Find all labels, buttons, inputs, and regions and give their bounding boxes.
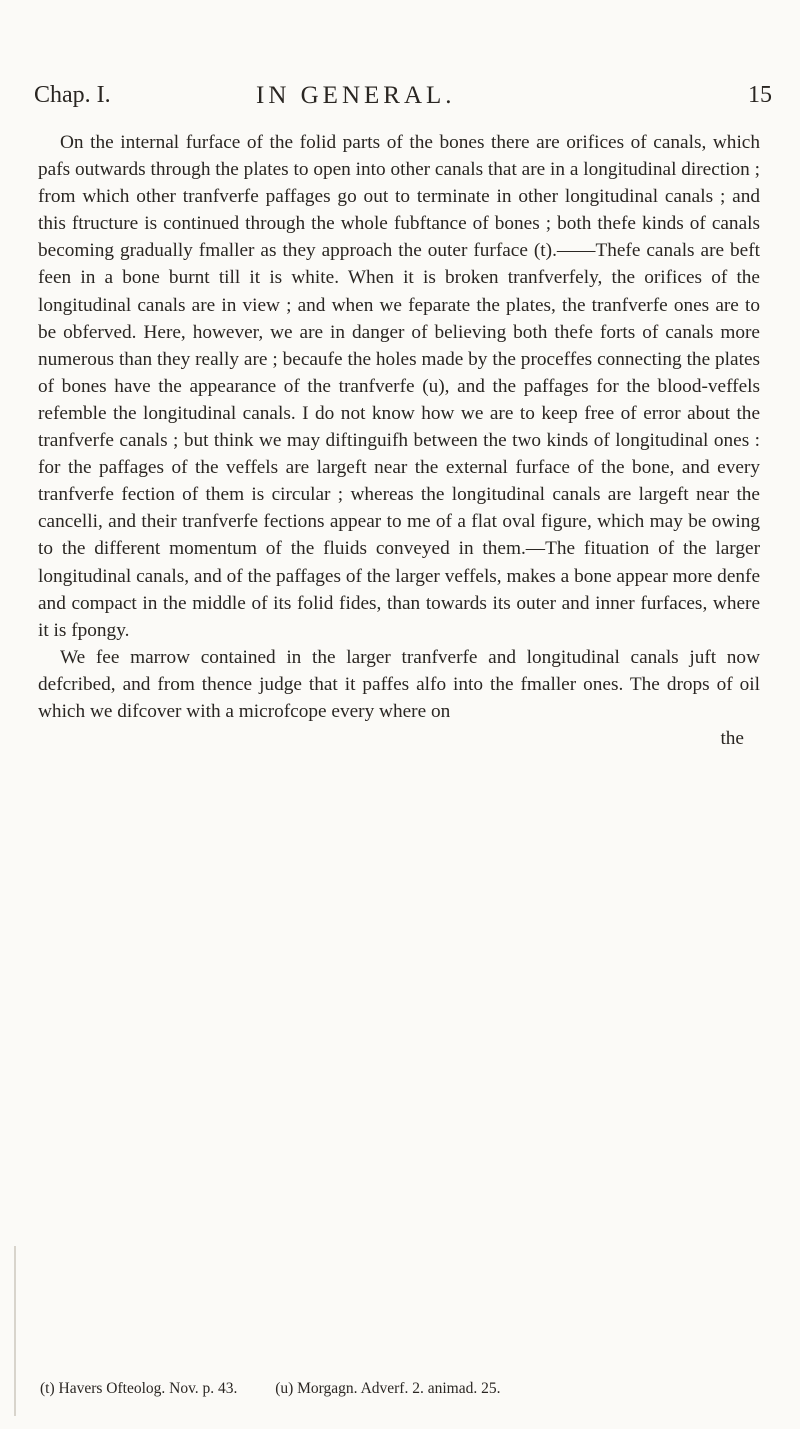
catchword: the [720, 728, 744, 750]
page-edge-shadow [14, 1246, 16, 1416]
footnote-u: (u) Morgagn. Adverf. 2. animad. 25. [275, 1380, 501, 1397]
chapter-label: Chap. I. [34, 82, 111, 108]
running-head [34, 82, 786, 122]
section-title: IN GENERAL. [256, 82, 456, 109]
paragraph: On the internal furface of the folid parts of the bones there are orifices of canals, which pafs outwards through the plates to open into other canals that are in a longitudinal direction ; from which other tranfverfe paffages go out to terminate in other longitudinal canals ; and this ftructure is continued through the whole fubftance of bones ; both thefe kinds of canals becoming gradually fmaller as they approach the outer furface (t).——Thefe canals are beft feen in a bone burnt till it is white. When it is broken tranfverfely, the orifices of the longitudinal canals are in view ; and when we feparate the plates, the tranfverfe ones are to be obferved. Here, however, we are in danger of believing both thefe forts of canals more numerous than they really are ; becaufe the holes made by the proceffes connecting the plates of bones have the appearance of the tranfverfe (u), and the paffages for the blood-veffels refemble the longitudinal canals. I do not know how we are to keep free of error about the tranfverfe canals ; but think we may diftinguifh between the two kinds of longitudinal ones : for the paffages of the veffels are largeft near the external furface of the bone, and every tranfverfe fection of them is circular ; whereas the longitudinal canals are largeft near the cancelli, and their tranfverfe fections appear to me of a flat oval figure, which may be owing to the different momentum of the fluids conveyed in them.—The fituation of the larger longitudinal canals, and of the paffages of the larger veffels, makes a bone appear more denfe and compact in the middle of its folid fides, than towards its outer and inner furfaces, where it is fpongy. [38, 132, 760, 641]
body-text [38, 129, 760, 752]
footnotes [40, 1380, 780, 1398]
footnote-t: (t) Havers Ofteolog. Nov. p. 43. [40, 1380, 238, 1397]
page-number: 15 [748, 82, 772, 108]
paragraph: We fee marrow contained in the larger tranfverfe and longitudinal canals juft now defcribed, and from thence judge that it paffes alfo into the fmaller ones. The drops of oil which we difcover with a microfcope every where on [38, 646, 760, 722]
